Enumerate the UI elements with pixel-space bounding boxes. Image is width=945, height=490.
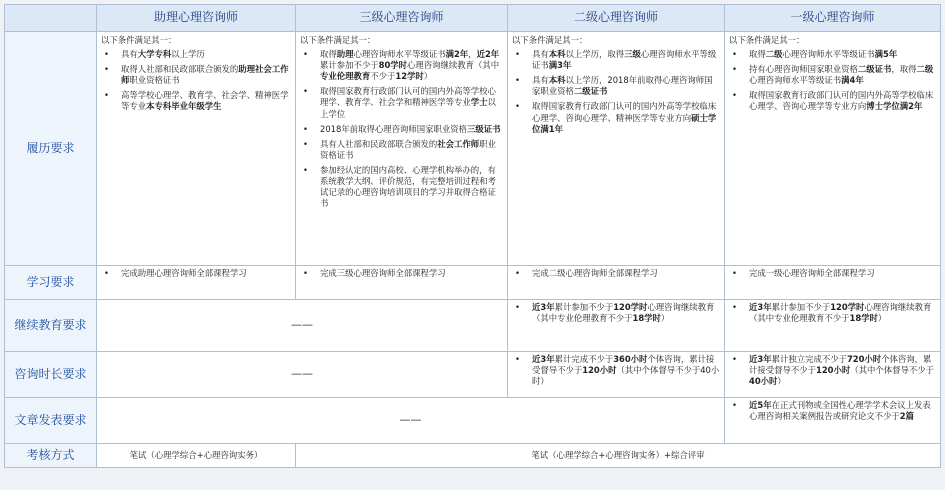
- row-consult-hours: [5, 352, 941, 398]
- requirement-item: • 参加经认定的国内高校、心理学机构举办的，有系统教学大纲、评价规范，有完整培训过程和考试记录的心理咨询培训项目的学习并取得合格证书: [300, 165, 503, 209]
- row-study: [5, 266, 941, 300]
- header-row: [5, 5, 941, 32]
- emphasis-text: 二级证书: [857, 64, 892, 75]
- row-paper: [5, 398, 941, 444]
- cell-exam-higher-levels: 笔试（心理学综合+心理咨询实务）+综合评审: [296, 444, 941, 468]
- emphasis-text: 三级: [624, 49, 641, 60]
- emphasis-text: 二级: [916, 64, 934, 75]
- emphasis-text: 120小时: [816, 365, 851, 376]
- cell-resume-level2: [508, 32, 725, 266]
- emphasis-text: 近3年: [749, 302, 772, 312]
- requirement-item: • 持有心理咨询师国家职业资格二级证书，取得二级心理咨询师水平等级证书满4年: [729, 64, 936, 86]
- requirement-item: • 取得国家教育行政部门认可的国内外高等学校心理学、教育学、社会学和精神医学等专业学士以上学位: [300, 86, 503, 119]
- emphasis-text: 社会工作师: [437, 138, 480, 149]
- corner-cell: [5, 5, 97, 32]
- label-consult-hours: 咨询时长要求: [5, 352, 97, 398]
- requirement-item: • 完成二级心理咨询师全部课程学习: [512, 268, 720, 279]
- cell-hours-level1: [725, 352, 941, 398]
- cell-resume-level3: [296, 32, 508, 266]
- emphasis-text: 硕士学位满1年: [532, 112, 717, 134]
- cell-cont-level2: [508, 300, 725, 352]
- cell-resume-level1: [725, 32, 941, 266]
- requirements-page: [4, 4, 941, 468]
- cell-study-level3: [296, 266, 508, 300]
- requirement-item: • 高等学校心理学、教育学、社会学、精神医学等专业本专科毕业年级学生: [101, 90, 291, 112]
- requirement-item: • 完成助理心理咨询师全部课程学习: [101, 268, 291, 279]
- emphasis-text: 本科: [548, 75, 566, 86]
- requirement-list: [101, 268, 291, 279]
- emphasis-text: 专业伦理教育: [320, 71, 371, 82]
- emphasis-text: 助理: [336, 49, 354, 60]
- requirement-item: • 取得二级心理咨询师水平等级证书满5年: [729, 49, 936, 60]
- emphasis-text: 学士: [470, 97, 488, 108]
- requirement-item: • 2018年前取得心理咨询师国家职业资格三级证书: [300, 124, 503, 135]
- requirements-table: [4, 4, 941, 468]
- requirement-item: • 完成一级心理咨询师全部课程学习: [729, 268, 936, 279]
- header-assistant: 助理心理咨询师: [97, 5, 296, 32]
- requirement-item: • 近5年在正式刊物或全国性心理学学术会议上发表心理咨询相关案例报告或研究论文不少于2篇: [729, 400, 936, 422]
- label-continuing-education: 继续教育要求: [5, 300, 97, 352]
- emphasis-text: 本科: [548, 49, 566, 60]
- not-applicable-dash: ——: [97, 300, 508, 352]
- intro-text: 以下条件满足其一：: [300, 35, 376, 45]
- emphasis-text: 助理社会工作师: [121, 64, 289, 86]
- emphasis-text: 满5年: [874, 49, 898, 60]
- label-exam: 考核方式: [5, 444, 97, 468]
- requirement-list: [300, 268, 503, 279]
- emphasis-text: 80学时: [378, 60, 408, 71]
- requirement-list: [512, 302, 720, 324]
- requirement-item: • 取得国家教育行政部门认可的国内外高等学校临床心理学、咨询心理学、精神医学等专业方向硕士学位满1年: [512, 101, 720, 134]
- requirement-list: [512, 49, 720, 135]
- label-resume: 履历要求: [5, 32, 97, 266]
- emphasis-text: 18学时: [849, 313, 878, 324]
- emphasis-text: 近3年: [532, 354, 555, 364]
- emphasis-text: 满2年: [445, 49, 469, 60]
- emphasis-text: 满4年: [841, 75, 864, 86]
- requirement-item: • 具有大学专科以上学历: [101, 49, 291, 60]
- label-study: 学习要求: [5, 266, 97, 300]
- emphasis-text: 博士学位满2年: [866, 101, 923, 112]
- emphasis-text: 本专科毕业年级学生: [146, 101, 222, 112]
- cell-exam-assistant: 笔试（心理学综合+心理咨询实务）: [97, 444, 296, 468]
- emphasis-text: 360小时: [613, 354, 648, 364]
- row-continuing-education: [5, 300, 941, 352]
- requirement-list: [512, 354, 720, 387]
- emphasis-text: 120学时: [613, 302, 648, 312]
- requirement-item: • 近3年累计参加不少于120学时心理咨询继续教育（其中专业伦理教育不少于18学时）: [512, 302, 720, 324]
- requirement-list: [101, 49, 291, 112]
- not-applicable-dash: ——: [97, 352, 508, 398]
- requirement-list: [729, 400, 936, 422]
- requirement-list: [729, 302, 936, 324]
- header-level3: 三级心理咨询师: [296, 5, 508, 32]
- cell-study-assistant: [97, 266, 296, 300]
- requirement-item: • 具有本科以上学历，取得三级心理咨询师水平等级证书满3年: [512, 49, 720, 71]
- emphasis-text: 大学专科: [137, 49, 172, 60]
- emphasis-text: 近2年: [476, 49, 500, 60]
- cell-study-level2: [508, 266, 725, 300]
- label-paper: 文章发表要求: [5, 398, 97, 444]
- cell-study-level1: [725, 266, 941, 300]
- emphasis-text: 三级证书: [466, 123, 501, 134]
- emphasis-text: 2篇: [899, 411, 914, 422]
- intro-text: 以下条件满足其一：: [729, 35, 805, 45]
- emphasis-text: 120学时: [830, 302, 865, 312]
- emphasis-text: 近5年: [749, 400, 772, 410]
- requirement-item: • 具有人社部和民政部联合颁发的社会工作师职业资格证书: [300, 139, 503, 161]
- requirement-list: [729, 268, 936, 279]
- row-exam: [5, 444, 941, 468]
- emphasis-text: 120小时: [582, 365, 617, 376]
- cell-resume-assistant: [97, 32, 296, 266]
- requirement-item: • 完成三级心理咨询师全部课程学习: [300, 268, 503, 279]
- requirement-item: • 近3年累计完成不少于360小时个体咨询，累计接受督导不少于120小时（其中个体督导不少于40小时）: [512, 354, 720, 387]
- emphasis-text: 40小时: [749, 376, 778, 387]
- requirement-item: • 取得人社部和民政部联合颁发的助理社会工作师职业资格证书: [101, 64, 291, 86]
- emphasis-text: 二级证书: [573, 86, 608, 97]
- header-level2: 二级心理咨询师: [508, 5, 725, 32]
- requirement-list: [512, 268, 720, 279]
- emphasis-text: 18学时: [632, 313, 661, 324]
- intro-text: 以下条件满足其一：: [101, 35, 177, 45]
- row-resume: [5, 32, 941, 266]
- requirement-item: • 取得助理心理咨询师水平等级证书满2年，近2年累计参加不少于80学时心理咨询继续教育（其中专业伦理教育不少于12学时）: [300, 49, 503, 82]
- emphasis-text: 720小时: [846, 354, 882, 364]
- cell-cont-level1: [725, 300, 941, 352]
- requirement-item: • 近3年累计参加不少于120学时心理咨询继续教育（其中专业伦理教育不少于18学时）: [729, 302, 936, 324]
- cell-paper-level1: [725, 398, 941, 444]
- emphasis-text: 满3年: [548, 60, 572, 71]
- emphasis-text: 二级: [765, 49, 783, 60]
- not-applicable-dash: ——: [97, 398, 725, 444]
- requirement-list: [300, 49, 503, 209]
- emphasis-text: 12学时: [395, 71, 424, 82]
- requirement-item: • 取得国家教育行政部门认可的国内外高等学校临床心理学、咨询心理学等专业方向博士学位满2年: [729, 90, 936, 112]
- requirement-item: • 近3年累计独立完成不少于720小时个体咨询，累计接受督导不少于120小时（其中个体督导不少于40小时）: [729, 354, 936, 387]
- header-level1: 一级心理咨询师: [725, 5, 941, 32]
- cell-hours-level2: [508, 352, 725, 398]
- requirement-list: [729, 49, 936, 112]
- emphasis-text: 近3年: [532, 302, 555, 312]
- requirement-item: • 具有本科以上学历，2018年前取得心理咨询师国家职业资格二级证书: [512, 75, 720, 97]
- intro-text: 以下条件满足其一：: [512, 35, 588, 45]
- requirement-list: [729, 354, 936, 387]
- emphasis-text: 近3年: [749, 354, 772, 364]
